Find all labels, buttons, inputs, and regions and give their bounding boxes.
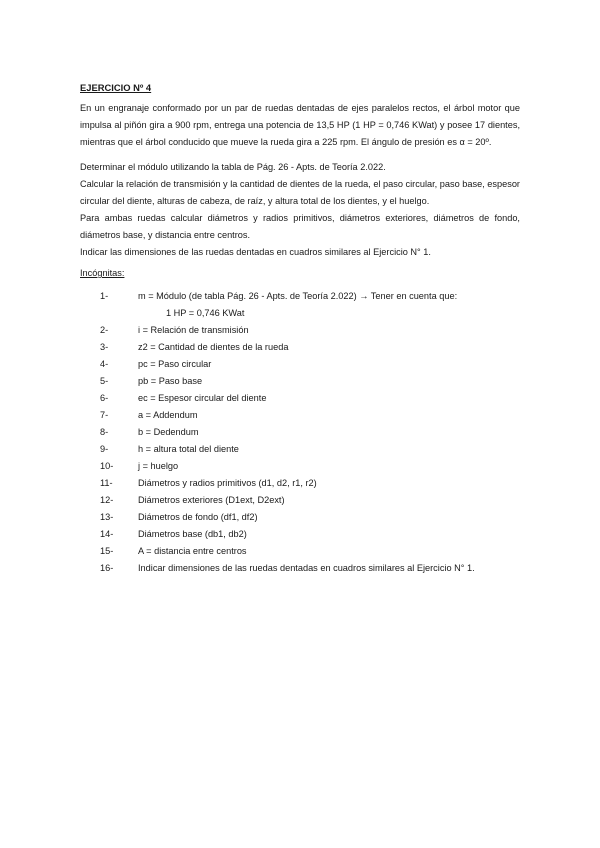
unknown-number: 16- [100,563,114,573]
unknown-number: 2- [100,325,109,335]
unknown-text: a = Addendum [138,410,198,420]
unknown-text: Diámetros y radios primitivos (d1, d2, r1, r2) [138,478,317,488]
unknown-item-11 [100,475,520,492]
unknown-item-14 [100,526,520,543]
unknown-item-3 [100,339,520,356]
unknowns-title: Incógnitas: [80,268,125,278]
paragraph-gap [80,151,520,159]
exercise-title: EJERCICIO Nº 4 [80,82,152,93]
unknown-text: z2 = Cantidad de dientes de la rueda [138,342,289,352]
unknown-number: 12- [100,495,114,505]
unknown-text: Diámetros base (db1, db2) [138,529,247,539]
unknown-number: 13- [100,512,114,522]
unknown-text: Diámetros de fondo (df1, df2) [138,512,258,522]
unknown-text: i = Relación de transmisión [138,325,249,335]
unknown-item-13 [100,509,520,526]
unknown-text: ec = Espesor circular del diente [138,393,267,403]
unknown-item-6 [100,390,520,407]
unknown-number: 8- [100,427,109,437]
unknown-item-9 [100,441,520,458]
unknown-item-1 [100,288,520,322]
unknown-item-4 [100,356,520,373]
unknown-number: 1- [100,291,109,301]
problem-statement: En un engranaje conformado por un par de ruedas dentadas de ejes paralelos rectos, el árbol motor que impulsa al piñón gira a 900 rpm, entrega una potencia de 13,5 HP (1 HP = 0,746 KWat) y posee 17 dientes, mientras que el árbol conducido que mueve la rueda gira a 225 rpm. El ángulo de presión es α = 20º. [80,103,520,147]
instruction-module: Determinar el módulo utilizando la tabla de Pág. 26 - Apts. de Teoría 2.022. [80,162,386,172]
unknown-text: b = Dedendum [138,427,199,437]
unknown-item-10 [100,458,520,475]
unknown-number: 4- [100,359,109,369]
unknown-text: m = Módulo (de tabla Pág. 26 - Apts. de Teoría 2.022) → Tener en cuenta que: [138,291,458,301]
unknown-number: 11- [100,478,113,488]
unknown-text: pb = Paso base [138,376,203,386]
unknown-number: 14- [100,529,114,539]
unknown-text: h = altura total del diente [138,444,239,454]
unknown-number: 10- [100,461,114,471]
document-content [80,79,520,577]
instruction-transmission: Calcular la relación de transmisión y la cantidad de dientes de la rueda, el paso circular, paso base, espesor circular del diente, alturas de cabeza, de raíz, y altura total de los dientes, y el huelgo. [80,179,520,206]
unknown-item-16 [100,560,520,577]
unknown-text: pc = Paso circular [138,359,212,369]
unknown-text: j = huelgo [138,461,179,471]
unknown-number: 6- [100,393,109,403]
unknown-number: 3- [100,342,109,352]
unknown-note: 1 HP = 0,746 KWat [166,308,245,318]
unknown-number: 5- [100,376,109,386]
unknown-number: 15- [100,546,114,556]
unknown-item-15 [100,543,520,560]
unknown-item-12 [100,492,520,509]
unknown-item-5 [100,373,520,390]
unknown-text: Diámetros exteriores (D1ext, D2ext) [138,495,285,505]
instruction-dimensions: Indicar las dimensiones de las ruedas dentadas en cuadros similares al Ejercicio N° 1. [80,247,431,257]
unknown-number: 7- [100,410,109,420]
unknowns-list [80,288,520,577]
unknown-number: 9- [100,444,109,454]
unknown-text: A = distancia entre centros [138,546,247,556]
unknown-item-2 [100,322,520,339]
unknown-item-8 [100,424,520,441]
unknown-text: Indicar dimensiones de las ruedas dentadas en cuadros similares al Ejercicio N° 1. [138,563,475,573]
unknown-item-7 [100,407,520,424]
instruction-diameters: Para ambas ruedas calcular diámetros y radios primitivos, diámetros exteriores, diámetros de fondo, diámetros base, y distancia entre centros. [80,213,520,240]
